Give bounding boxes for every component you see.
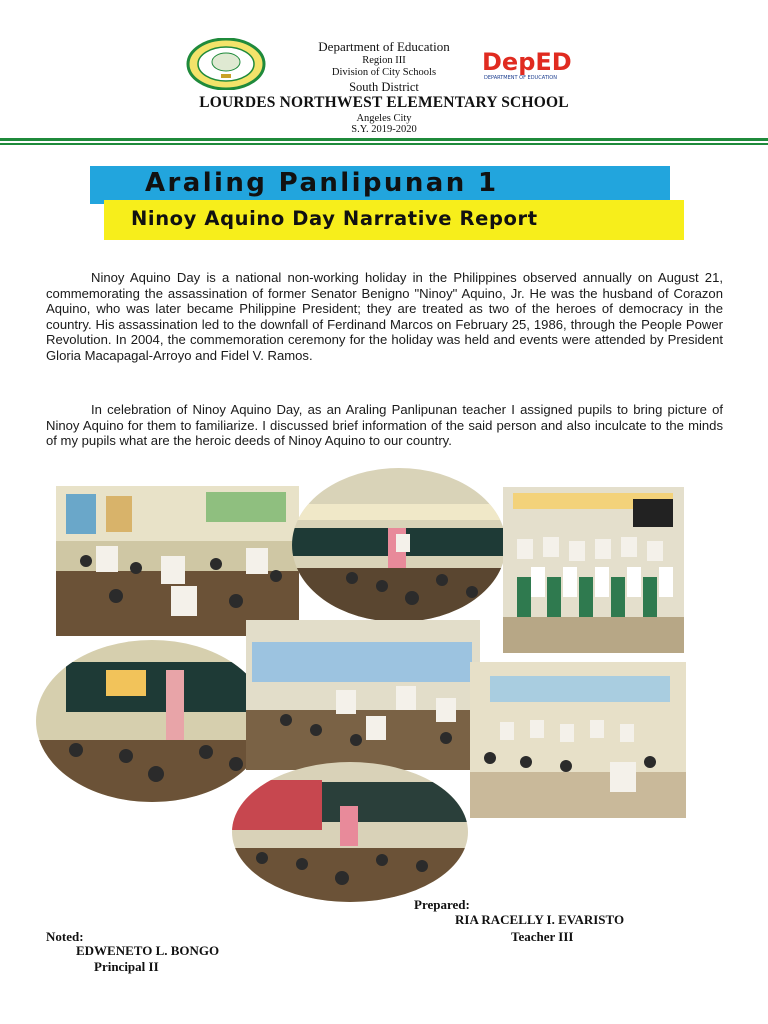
classroom-photo-2 bbox=[292, 468, 506, 622]
prepared-label: Prepared: bbox=[414, 897, 470, 912]
division-name: Division of City Schools bbox=[331, 67, 437, 78]
district-name: South District bbox=[349, 80, 419, 94]
department-name: Department of Education bbox=[318, 39, 450, 54]
header-divider-thin bbox=[0, 143, 768, 145]
school-name: LOURDES NORTHWEST ELEMENTARY SCHOOL bbox=[199, 94, 569, 111]
paragraph-history: Ninoy Aquino Day is a national non-working holiday in the Philippines observed annually on August 21, commemorating the assassination of former Senator Benigno "Ninoy" Aquino, Jr. He was the husband of Corazon Aquino, who was later became Philippine President; they are treated as two of the heroes of democracy in the country. His assassination led to the downfall of Ferdinand Marcos on February 25, 1986, through the People Power Revolution. In 2004, the commemoration ceremony for the holiday was held and events were attended by President Gloria Macapagal-Arroyo and Fidel V. Ramos. bbox=[46, 270, 723, 363]
noter-title: Principal II bbox=[94, 959, 159, 974]
paragraph-activity: In celebration of Ninoy Aquino Day, as an Araling Panlipunan teacher I assigned pupils to bring picture of Ninoy Aquino for them to familiarize. I discussed brief information of the said person and also inculcate to the minds of my pupils what are the heroic deeds of Ninoy Aquino to our country. bbox=[46, 402, 723, 449]
subject-title: Araling Panlipunan 1 bbox=[145, 168, 499, 198]
noter-name: EDWENETO L. BONGO bbox=[76, 943, 220, 958]
classroom-photo-5 bbox=[246, 620, 480, 770]
report-title: Ninoy Aquino Day Narrative Report bbox=[131, 207, 538, 230]
preparer-name: RIA RACELLY I. EVARISTO bbox=[455, 912, 625, 927]
svg-text:DEPARTMENT OF EDUCATION: DEPARTMENT OF EDUCATION bbox=[484, 75, 557, 81]
header-divider bbox=[0, 138, 768, 141]
region-name: Region III bbox=[362, 55, 406, 66]
preparer-title: Teacher III bbox=[511, 929, 574, 944]
classroom-photo-6 bbox=[470, 662, 686, 818]
classroom-photo-3 bbox=[503, 487, 684, 653]
noted-label: Noted: bbox=[46, 929, 84, 944]
subject-title-banner bbox=[90, 166, 670, 204]
classroom-photo-7 bbox=[232, 762, 468, 902]
city-name: Angeles City bbox=[356, 113, 412, 124]
school-year: S.Y. 2019-2020 bbox=[351, 124, 417, 135]
classroom-photo-1 bbox=[56, 486, 299, 636]
svg-text:DepED: DepED bbox=[482, 48, 572, 76]
classroom-photo-4 bbox=[36, 640, 268, 802]
report-title-banner bbox=[104, 200, 684, 240]
